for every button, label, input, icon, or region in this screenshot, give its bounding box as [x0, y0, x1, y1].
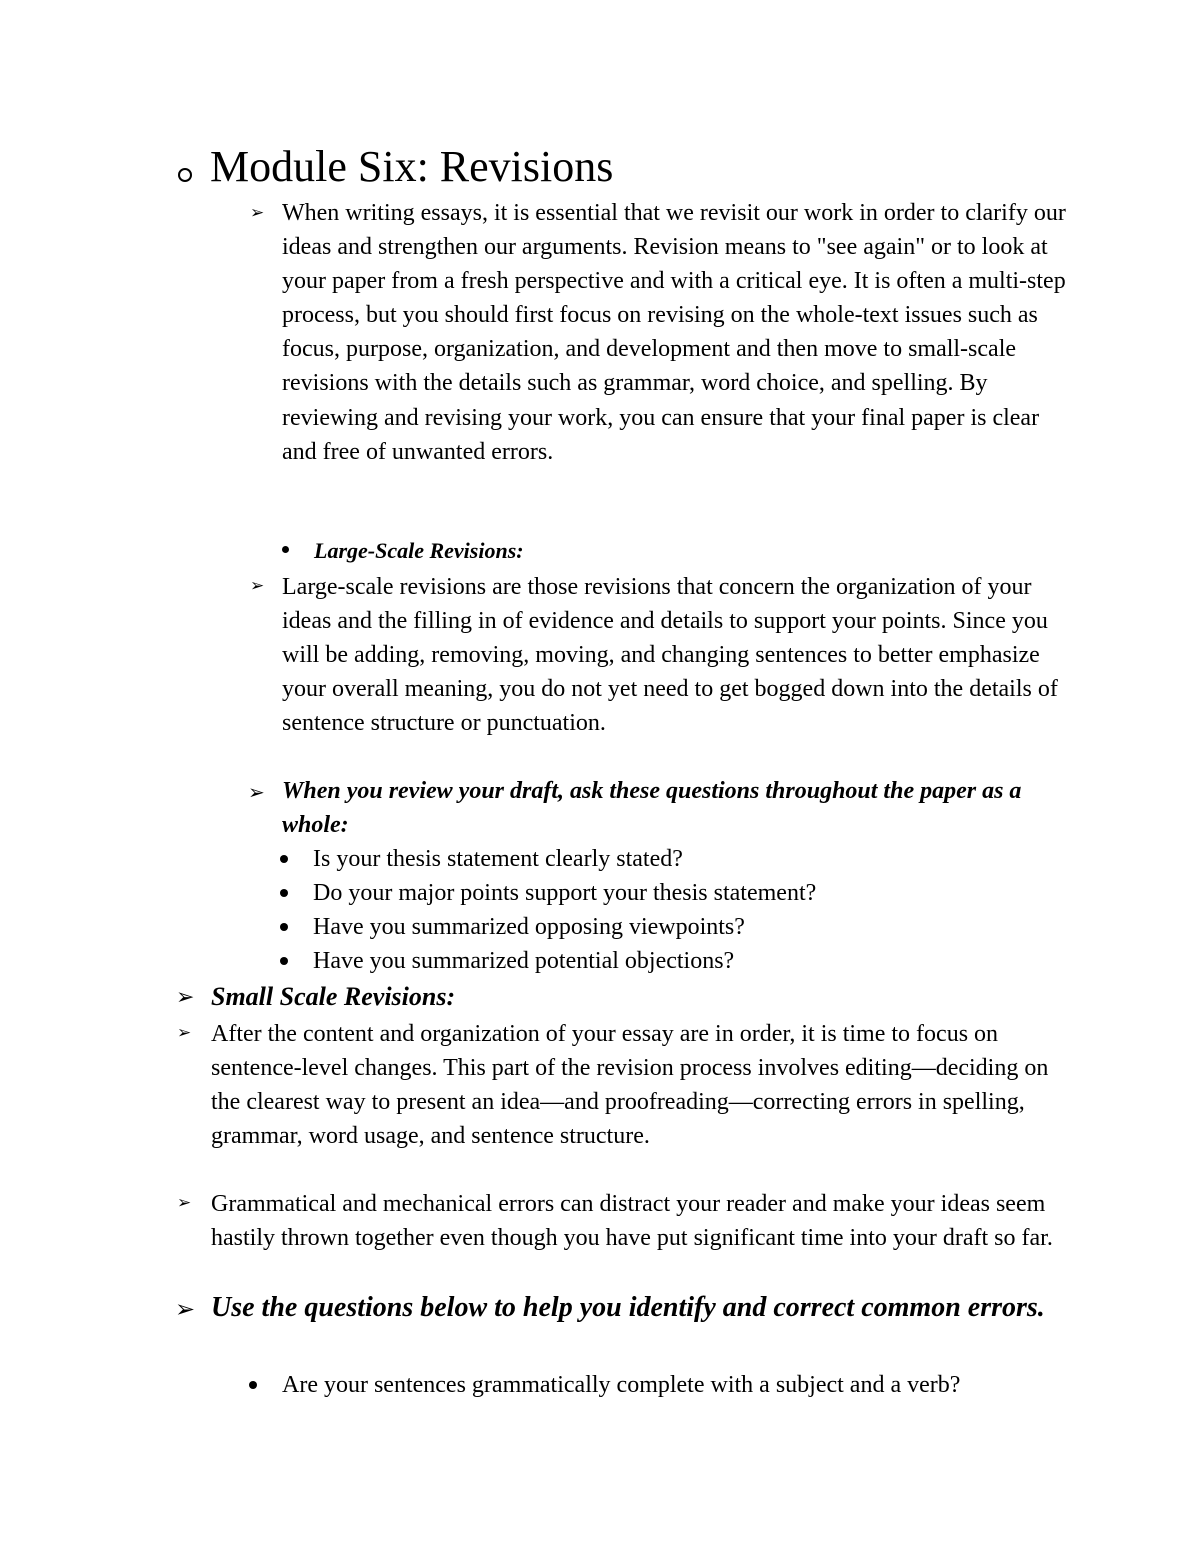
arrowhead-bullet-icon: ➢ [177, 1023, 192, 1043]
arrowhead-bullet-icon: ➢ [175, 1295, 196, 1323]
hollow-circle-icon [178, 168, 192, 182]
filled-dot-bullet-icon [280, 889, 288, 897]
filled-dot-bullet-icon [280, 855, 288, 863]
small-scale-paragraph: Grammatical and mechanical errors can distract your reader and make your ideas seem hastily thrown together even though you have put significant time into your draft so far. [211, 1191, 1053, 1252]
arrowhead-bullet-icon: ➢ [248, 780, 265, 804]
arrowhead-bullet-icon: ➢ [250, 576, 265, 596]
filled-dot-bullet-icon [280, 957, 288, 965]
list-item: Is your thesis statement clearly stated? [313, 846, 683, 872]
list-item: Are your sentences grammatically complete with a subject and a verb? [282, 1372, 961, 1398]
filled-dot-bullet-icon [280, 923, 288, 931]
small-scale-questions-prompt: Use the questions below to help you identify and correct common errors. [211, 1292, 1045, 1323]
list-item: Have you summarized opposing viewpoints? [313, 914, 745, 940]
large-scale-paragraph: Large-scale revisions are those revisions that concern the organization of your ideas and the filling in of evidence and details to support your points. Since you will be adding, removing, moving, and changing sentences to better emphasize your overall meaning, you do not yet need to get bogged down into the details of sentence structure or punctuation. [282, 574, 1058, 737]
filled-dot-bullet-icon [249, 1381, 257, 1389]
arrowhead-bullet-icon: ➢ [250, 203, 265, 223]
arrowhead-bullet-icon: ➢ [177, 1193, 192, 1213]
page-title: Module Six: Revisions [210, 142, 614, 191]
large-scale-heading: Large-Scale Revisions: [314, 538, 524, 563]
filled-dot-bullet-icon [282, 546, 289, 553]
list-item: Have you summarized potential objections? [313, 948, 735, 974]
small-scale-paragraph: After the content and organization of your essay are in order, it is time to focus on sentence-level changes. This part of the revision process involves editing—deciding on the clearest way to present an idea—and proofreading—correcting errors in spelling, grammar, word usage, and sentence structure. [211, 1021, 1049, 1150]
large-scale-questions-prompt: When you review your draft, ask these questions throughout the paper as a whole: [282, 778, 1022, 838]
intro-paragraph: When writing essays, it is essential that we revisit our work in order to clarify our ideas and strengthen our arguments. Revision means to "see again" or to look at your paper from a fresh perspective and with a critical eye. It is often a multi-step process, but you should first focus on revising on the whole-text issues such as focus, purpose, organization, and development and then move to small-scale revisions with the details such as grammar, word choice, and spelling. By reviewing and revising your work, you can ensure that your final paper is clear and free of unwanted errors. [282, 200, 1066, 465]
list-item: Do your major points support your thesis statement? [313, 880, 817, 906]
small-scale-heading: Small Scale Revisions: [211, 982, 456, 1011]
arrowhead-bullet-icon: ➢ [176, 985, 195, 1010]
